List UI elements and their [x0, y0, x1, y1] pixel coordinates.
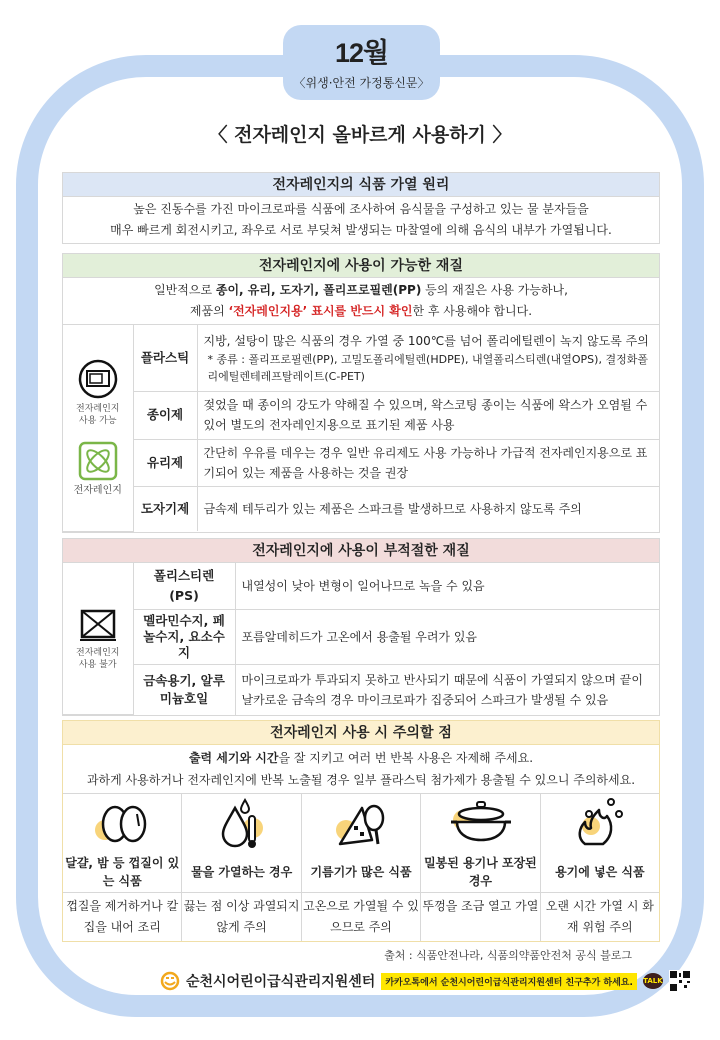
caution-tip: 껍질을 제거하거나 칼집을 내어 조리 [63, 892, 181, 941]
microwave-symbol-icon [78, 441, 118, 481]
text-line: 매우 빠르게 회전시키고, 좌우로 서로 부딪쳐 발생되는 마찰열에 의해 음식의 내부가 가열됩니다. [110, 223, 612, 237]
kakao-banner[interactable]: 카카오톡에서 순천시어린이급식관리지원센터 친구추가 하세요. [381, 973, 637, 990]
month: 12월 [334, 38, 389, 68]
unsuitable-table [63, 563, 659, 715]
highlight-text: ‘전자레인지용’ 표시를 반드시 확인 [228, 304, 413, 318]
material-desc: 간단히 우유를 데우는 경우 일반 유리제도 사용 가능하나 가급적 전자레인지용으로 표기되어 있는 제품을 사용하는 것을 권장 [197, 439, 659, 486]
pot-icon [445, 794, 515, 852]
note: * 종류 : 폴리프로필렌(PP), 고밀도폴리에틸렌(HDPE), 내열폴리스티렌(내열OPS), 결정화폴리에틸렌테레프탈레이트(C-PET) [207, 352, 648, 383]
section-heading: 전자레인지 사용 시 주의할 점 [63, 721, 659, 745]
text: 과하게 사용하거나 전자레인지에 반복 노출될 경우 일부 플라스틱 첨가제가 용출될 수 있으니 주의하세요. [86, 773, 636, 787]
text: 일반적으로 [154, 283, 216, 297]
footer [160, 970, 691, 992]
unsuitable-section [62, 538, 660, 716]
text: 제품의 [189, 304, 229, 318]
principle-text [63, 197, 659, 243]
suitable-table [63, 325, 659, 532]
text: 지방, 설탕이 많은 식품의 경우 가열 중 100℃를 넘어 폴리에틸렌이 녹지 않도록 주의 [203, 333, 649, 348]
caution-item [541, 794, 659, 941]
caution-tip: 오랜 시간 가열 시 화재 위험 주의 [541, 892, 659, 941]
caution-name: 달걀, 밤 등 껍질이 있는 식품 [65, 856, 180, 888]
fire-icon [565, 794, 635, 852]
text: 을 잘 지키고 여러 번 반복 사용은 자제해 주세요. [278, 751, 534, 765]
text: 등의 재질은 사용 가능하나, [421, 283, 568, 297]
page-title: 〈 전자레인지 올바르게 사용하기 〉 [208, 124, 512, 146]
caution-name: 용기에 넣은 식품 [555, 865, 645, 879]
section-heading: 전자레인지의 식품 가열 원리 [63, 173, 659, 197]
caution-item [421, 794, 540, 941]
material-label: 유리제 [133, 439, 197, 486]
icon-cell [63, 325, 133, 531]
material-desc: 금속제 테두리가 있는 제품은 스파크를 발생하므로 사용하지 않도록 주의 [197, 486, 659, 531]
principle-section [62, 172, 660, 244]
material-label: 폴리스티렌(PS) [133, 563, 235, 610]
bold-text: 출력 세기와 시간 [188, 751, 279, 765]
material-label: 금속용기, 알루미늄호일 [133, 665, 235, 715]
material-label: 종이제 [133, 391, 197, 439]
smile-logo-icon [160, 971, 180, 991]
suitable-section [62, 253, 660, 533]
microwave-prohibited-icon [78, 607, 118, 643]
caution-tip: 고온으로 가열될 수 있으므로 주의 [302, 892, 420, 941]
material-label: 플라스틱 [133, 325, 197, 391]
microwave-safe-icon [78, 359, 118, 399]
center-name: 순천시어린이급식관리지원센터 [186, 974, 376, 990]
caution-name: 밀봉된 용기나 포장된 경우 [424, 856, 537, 888]
text: 한 후 사용해야 합니다. [412, 304, 533, 318]
material-desc: 마이크로파가 투과되지 못하고 반사되기 때문에 식품이 가열되지 않으며 끝이 날카로운 금속의 경우 마이크로파가 집중되어 스파크가 발생될 수 있음 [235, 665, 659, 715]
qr-code-icon[interactable] [669, 970, 691, 992]
source-citation: 출처 : 식품안전나라, 식품의약품안전처 공식 블로그 [384, 949, 632, 962]
section-heading: 전자레인지에 사용이 가능한 재질 [63, 254, 659, 278]
caution-tip: 뚜껑을 조금 열고 가열 [421, 892, 539, 920]
cautions-section [62, 720, 660, 942]
section-heading: 전자레인지에 사용이 부적절한 재질 [63, 539, 659, 563]
icon-label: 전자레인지 [73, 484, 122, 496]
material-desc [197, 325, 659, 391]
caution-item [182, 794, 301, 941]
caution-item [302, 794, 421, 941]
newsletter-type: 〈위생·안전 가정통신문〉 [293, 76, 430, 90]
kakao-talk-icon: TALK [643, 973, 663, 989]
water-thermometer-icon [207, 794, 277, 852]
icon-label: 전자레인지 사용 불가 [76, 647, 120, 670]
pizza-chicken-icon [326, 794, 396, 852]
caution-grid [63, 794, 659, 941]
month-badge [283, 25, 440, 100]
caution-tip: 끓는 점 이상 과열되지 않게 주의 [182, 892, 300, 941]
text-line: 높은 진동수를 가진 마이크로파를 식품에 조사하여 음식물을 구성하고 있는 물 분자들을 [133, 202, 589, 216]
icon-label: 전자레인지 사용 가능 [76, 403, 120, 426]
eggs-icon [87, 794, 157, 852]
material-label: 멜라민수지, 페놀수지, 요소수지 [133, 610, 235, 665]
cautions-intro [63, 745, 659, 794]
caution-name: 물을 가열하는 경우 [191, 865, 293, 879]
material-desc: 포름알데히드가 고온에서 용출될 우려가 있음 [235, 610, 659, 665]
caution-item [63, 794, 182, 941]
material-desc: 내열성이 낮아 변형이 일어나므로 녹을 수 있음 [235, 563, 659, 610]
material-label: 도자기제 [133, 486, 197, 531]
bold-text: 종이, 유리, 도자기, 폴리프로필렌(PP) [215, 283, 422, 297]
material-desc: 젖었을 때 종이의 강도가 약해질 수 있으며, 왁스코팅 종이는 식품에 왁스가 오염될 수 있어 별도의 전자레인지용으로 표기된 제품 사용 [197, 391, 659, 439]
icon-cell [63, 563, 133, 715]
caution-name: 기름기가 많은 식품 [310, 865, 412, 879]
suitable-intro [63, 278, 659, 325]
